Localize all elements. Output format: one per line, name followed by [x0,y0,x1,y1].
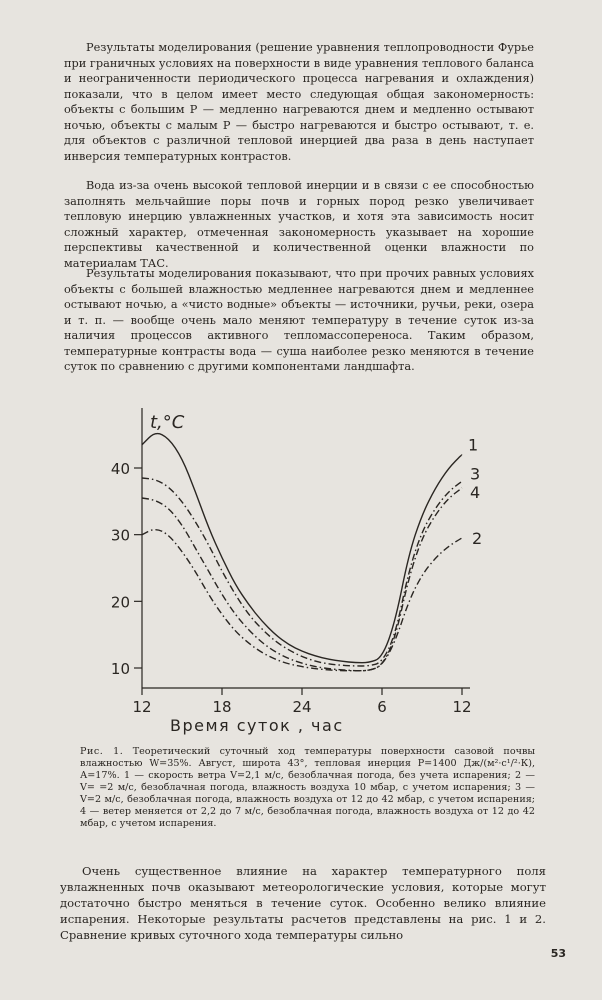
series-label-4: 4 [470,483,481,502]
y-tick-label: 10 [110,660,130,678]
x-tick-label: 24 [292,698,312,716]
caption-label: Рис. 1. [80,746,124,757]
series-line-4 [142,488,462,671]
y-tick-label: 40 [110,460,130,478]
x-axis-label: Время суток , час [170,716,344,735]
paragraph-1: Результаты моделирования (решение уравнения теплопроводности Фурье при граничных условиях на поверхности в виде уравнения теплового баланса и неограниченности периодического процесса нагревания и охлаждения) показали, что в целом имеет место следующая общая закономерность: объекты с большим Р — медленно нагреваются днем и медленно остывают ночью, объекты с малым Р — быстро нагреваются и быстро остывают, т. е. для объектов с различной тепловой инерцией два раза в день наступает инверсия температурных контрастов. [64,41,534,163]
x-tick-label: 6 [377,698,387,716]
series-label-1: 1 [468,435,479,455]
y-axis-label: t,°C [150,412,185,433]
caption-text: Теоретический суточный ход температуры поверхности сазовой почвы влажностью W=35%. Август, широта 43°, тепловая инерция Р=1400 Дж/(м²·с¹/²·К), А=17%. 1 — скорость ветра V=2,1 м/с, безоблачная погода, без учета испарения; 2 — V= =2 м/с, безоблачная погода, влажность воздуха 10 мбар, с учетом испарения; 3 — V=2 м/с, безоблачная погода, влажность воздуха от 12 до 42 мбар, с учетом испарения; 4 — ветер меняется от 2,2 до 7 м/с, безоблачная погода, влажность воздуха от 12 до 42 мбар, с учетом испарения. [80,746,535,829]
x-tick-label: 18 [212,698,232,716]
paragraph-2: Вода из-за очень высокой тепловой инерции и в связи с ее способностью заполнять мельчайшие поры почв и горных пород резко увеличивает тепловую инерцию увлажненных участков, и хотя эта зависимость носит сложный характер, отмеченная закономерность указывает на хорошие перспективы качественной и количественной оценки влажности по материалам ТАС. [64,179,534,270]
paragraph-4: Очень существенное влияние на характер температурного поля увлажненных почв оказывают метеорологические условия, которые могут достаточно быстро меняться в течение суток. Особенно велико влияние испарения. Некоторые результаты расчетов представлены на рис. 1 и 2. Сравнение кривых суточного хода температуры сильно [60,864,546,942]
series-line-1 [142,434,462,663]
series-label-3: 3 [470,464,481,484]
series-line-3 [142,478,462,666]
figure-caption [80,746,535,830]
series-label-2: 2 [472,529,483,548]
y-tick-label: 20 [110,593,130,612]
page-number: 53 [550,947,566,960]
paragraph-3: Результаты моделирования показывают, что при прочих равных условиях объекты с большей влажностью медленнее нагреваются днем и медленнее остывают ночью, а «чисто водные» объекты — источники, ручьи, реки, озера и т. п. — вообще очень мало меняют температуру в течение суток из-за наличия процессов активного тепломассопереноса. Таким образом, температурные контрасты вода — суша наиболее резко меняются в течение суток по сравнению с другими компонентами ландшафта. [64,267,534,373]
series-line-2 [142,530,462,671]
x-tick-label: 12 [132,698,152,716]
x-tick-label: 12 [452,698,472,716]
y-tick-label: 30 [110,526,130,545]
